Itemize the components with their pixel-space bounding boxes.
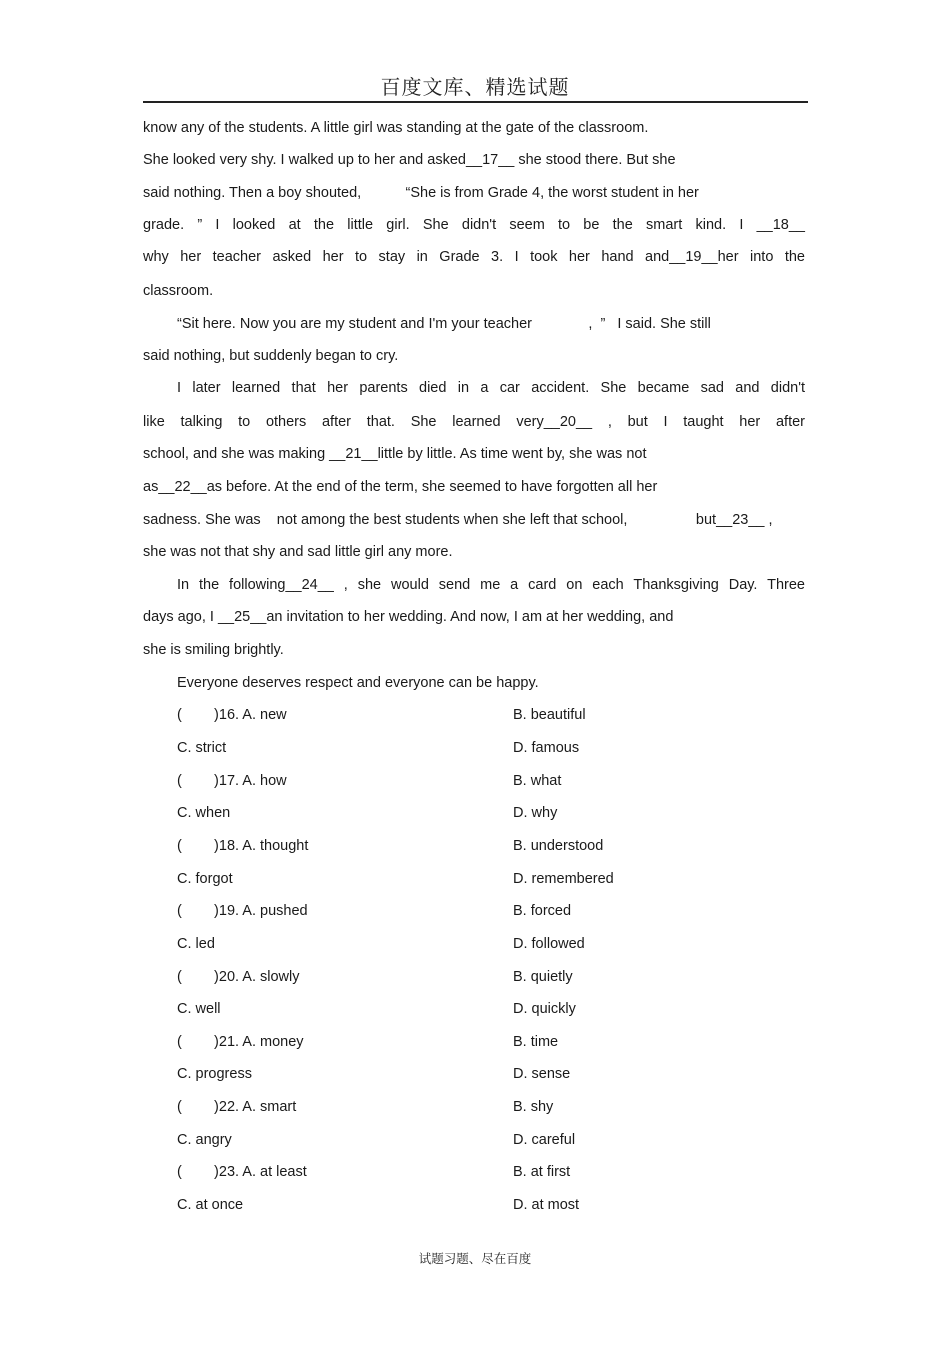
option-left: ( )23. A. at least bbox=[177, 1164, 307, 1180]
passage-line: school, and she was making __21__little by little. As time went by, she was not bbox=[143, 446, 647, 462]
passage-line: said nothing. Then a boy shouted, “She is from Grade 4, the worst student in her bbox=[143, 185, 699, 201]
option-left: ( )21. A. money bbox=[177, 1034, 304, 1050]
passage-line: days ago, I __25__an invitation to her wedding. And now, I am at her wedding, and bbox=[143, 609, 674, 625]
option-left: C. forgot bbox=[177, 871, 233, 887]
option-left: C. well bbox=[177, 1001, 221, 1017]
option-left: ( )19. A. pushed bbox=[177, 903, 308, 919]
option-right: D. sense bbox=[513, 1066, 571, 1082]
option-left: ( )22. A. smart bbox=[177, 1099, 297, 1115]
option-right: B. beautiful bbox=[513, 707, 586, 723]
passage-line: Everyone deserves respect and everyone can be happy. bbox=[177, 675, 539, 691]
option-right: D. why bbox=[513, 805, 558, 821]
passage-line: classroom. bbox=[143, 283, 214, 299]
page-header-title: 百度文库、精选试题 bbox=[380, 75, 570, 99]
option-right: B. shy bbox=[513, 1099, 554, 1115]
option-right: B. time bbox=[513, 1034, 559, 1050]
passage-line: why her teacher asked her to stay in Grade 3. I took her hand and__19__her into the bbox=[143, 249, 805, 265]
passage-line: as__22__as before. At the end of the term, she seemed to have forgotten all her bbox=[143, 479, 658, 495]
option-right: B. at first bbox=[513, 1164, 571, 1180]
passage-line: “Sit here. Now you are my student and I'm your teacher , ” I said. She still bbox=[177, 316, 711, 332]
passage-line: she was not that shy and sad little girl any more. bbox=[143, 544, 453, 560]
option-left: C. at once bbox=[177, 1197, 244, 1213]
option-right: B. what bbox=[513, 773, 562, 789]
passage-line: sadness. She was not among the best students when she left that school, but__23__ , bbox=[143, 512, 773, 528]
option-right: D. quickly bbox=[513, 1001, 576, 1017]
passage-line: she is smiling brightly. bbox=[143, 642, 284, 658]
passage-line: She looked very shy. I walked up to her and asked__17__ she stood there. But she bbox=[143, 152, 676, 168]
passage-line: like talking to others after that. She learned very__20__ , but I taught her after bbox=[143, 414, 805, 430]
option-right: D. remembered bbox=[513, 871, 614, 887]
option-left: C. led bbox=[177, 936, 215, 952]
page-footer: 试题习题、尽在百度 bbox=[418, 1251, 532, 1266]
option-right: B. quietly bbox=[513, 969, 573, 985]
option-right: D. famous bbox=[513, 740, 580, 756]
passage-line: In the following__24__ , she would send me a card on each Thanksgiving Day. Three bbox=[177, 577, 805, 593]
passage-line: know any of the students. A little girl was standing at the gate of the classroom. bbox=[143, 120, 649, 136]
passage-line: I later learned that her parents died in a car accident. She became sad and didn't bbox=[177, 380, 805, 396]
option-left: ( )17. A. how bbox=[177, 773, 287, 789]
option-left: ( )16. A. new bbox=[177, 707, 287, 723]
option-right: D. at most bbox=[513, 1197, 580, 1213]
option-left: ( )20. A. slowly bbox=[177, 969, 300, 985]
option-left: ( )18. A. thought bbox=[177, 838, 309, 854]
option-right: D. followed bbox=[513, 936, 585, 952]
passage-line: grade. ” I looked at the little girl. She didn't seem to be the smart kind. I __18__ bbox=[143, 217, 805, 233]
option-left: C. strict bbox=[177, 740, 227, 756]
option-right: B. forced bbox=[513, 903, 572, 919]
option-left: C. when bbox=[177, 805, 231, 821]
option-right: B. understood bbox=[513, 838, 604, 854]
option-left: C. progress bbox=[177, 1066, 252, 1082]
passage-line: said nothing, but suddenly began to cry. bbox=[143, 348, 399, 364]
header-divider bbox=[143, 101, 808, 103]
option-left: C. angry bbox=[177, 1132, 232, 1148]
option-right: D. careful bbox=[513, 1132, 576, 1148]
